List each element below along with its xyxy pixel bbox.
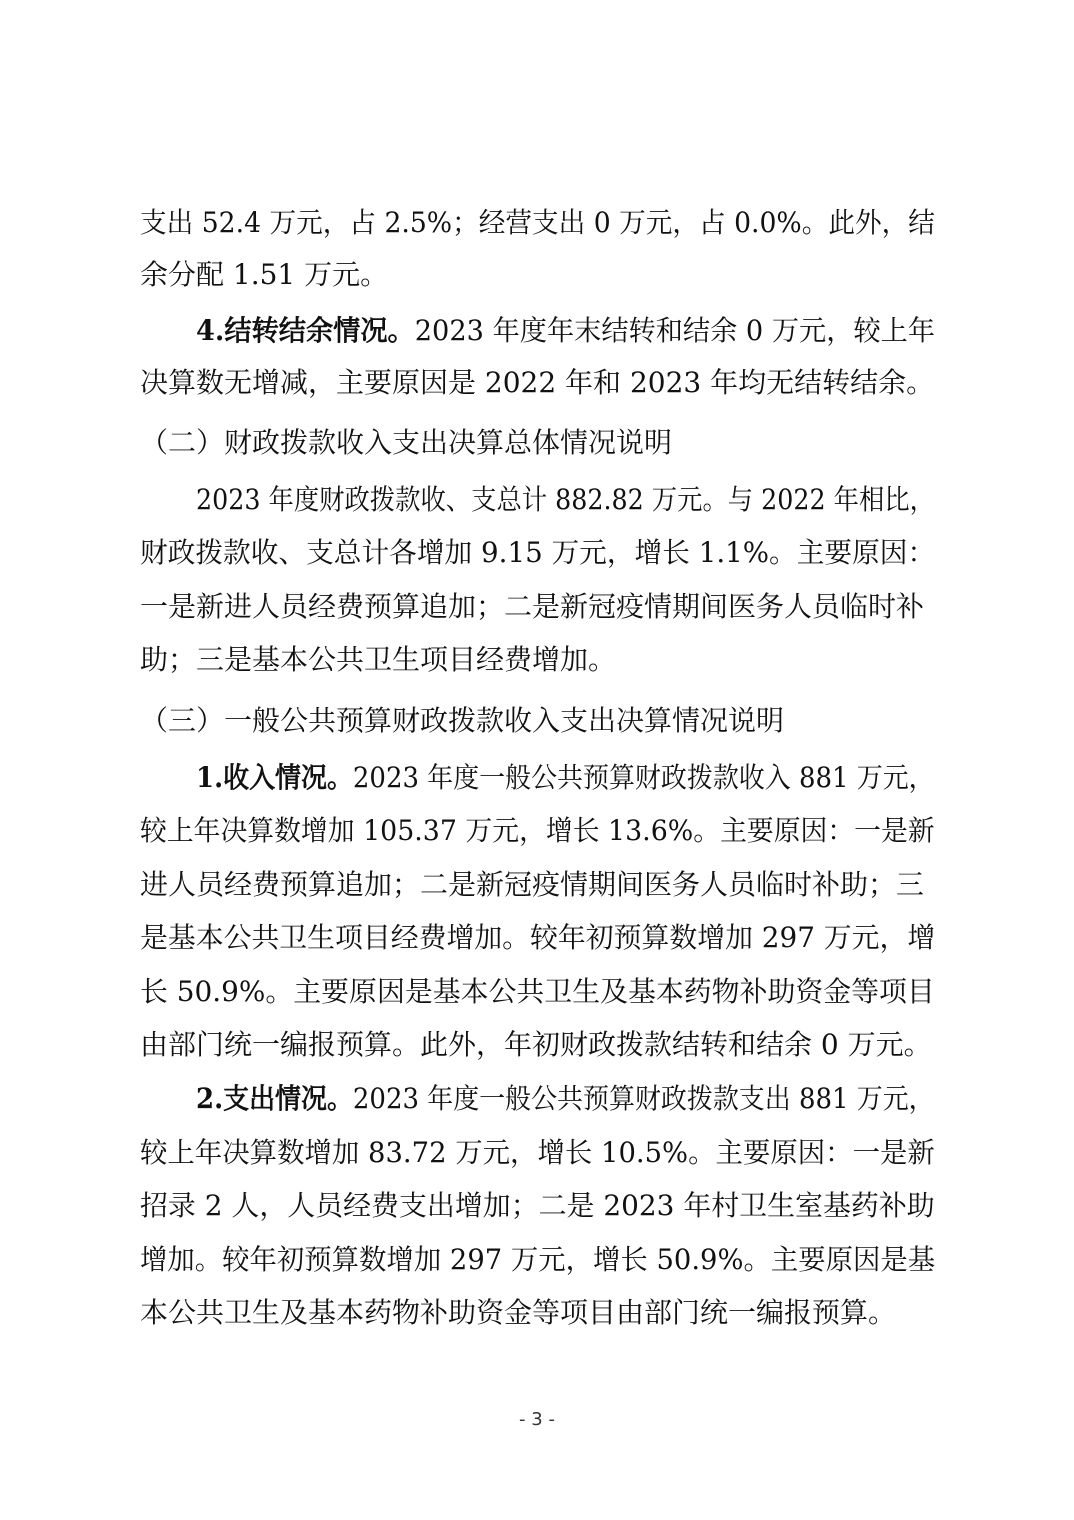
section-heading: （三）一般公共预算财政拨款收入支出决算情况说明 (140, 704, 785, 737)
body-text-line: 招录 2 人，人员经费支出增加；二是 2023 年村卫生室基药补助 (140, 1189, 935, 1222)
body-text-line: 支出 52.4 万元，占 2.5%；经营支出 0 万元，占 0.0%。此外，结 (140, 206, 935, 239)
body-text-line: 助；三是基本公共卫生项目经费增加。 (140, 643, 617, 676)
body-text: 2023 年度年末结转和结余 0 万元，较上年 (414, 314, 936, 347)
paragraph-expenditure (196, 1083, 935, 1115)
body-text-line: 较上年决算数增加 83.72 万元，增长 10.5%。主要原因：一是新 (140, 1136, 935, 1169)
page-number: - 3 - (519, 1409, 555, 1430)
body-text-line: 是基本公共卫生项目经费增加。较年初预算数增加 297 万元，增 (140, 921, 936, 954)
body-text-line: 由部门统一编报预算。此外，年初财政拨款结转和结余 0 万元。 (140, 1028, 932, 1061)
body-text: 2023 年度一般公共预算财政拨款收入 881 万元， (352, 761, 935, 794)
body-text-line: 2023 年度财政拨款收、支总计 882.82 万元。与 2022 年相比， (196, 483, 935, 516)
body-text-line: 进人员经费预算追加；二是新冠疫情期间医务人员临时补助；三 (140, 868, 925, 901)
paragraph-heading: 4.结转结余情况。 (196, 314, 415, 347)
body-text-line: 长 50.9%。主要原因是基本公共卫生及基本药物补助资金等项目 (140, 975, 935, 1008)
paragraph-heading: 2.支出情况。 (196, 1082, 353, 1115)
body-text-line: 较上年决算数增加 105.37 万元，增长 13.6%。主要原因：一是新 (140, 814, 935, 847)
paragraph-income (196, 762, 935, 794)
body-text-line: 一是新进人员经费预算追加；二是新冠疫情期间医务人员临时补 (140, 590, 925, 623)
body-text-line: 本公共卫生及基本药物补助资金等项目由部门统一编报预算。 (140, 1296, 897, 1329)
body-text-line: 决算数无增减，主要原因是 2022 年和 2023 年均无结转结余。 (140, 366, 935, 399)
body-text-line: 财政拨款收、支总计各增加 9.15 万元，增长 1.1%。主要原因： (140, 536, 936, 569)
paragraph-heading: 1.收入情况。 (196, 761, 353, 794)
section-heading: （二）财政拨款收入支出决算总体情况说明 (140, 426, 673, 459)
body-text-line: 余分配 1.51 万元。 (140, 258, 389, 291)
paragraph-carryover (196, 315, 935, 347)
body-text: 2023 年度一般公共预算财政拨款支出 881 万元， (352, 1082, 935, 1115)
body-text-line: 增加。较年初预算数增加 297 万元，增长 50.9%。主要原因是基 (140, 1243, 936, 1276)
